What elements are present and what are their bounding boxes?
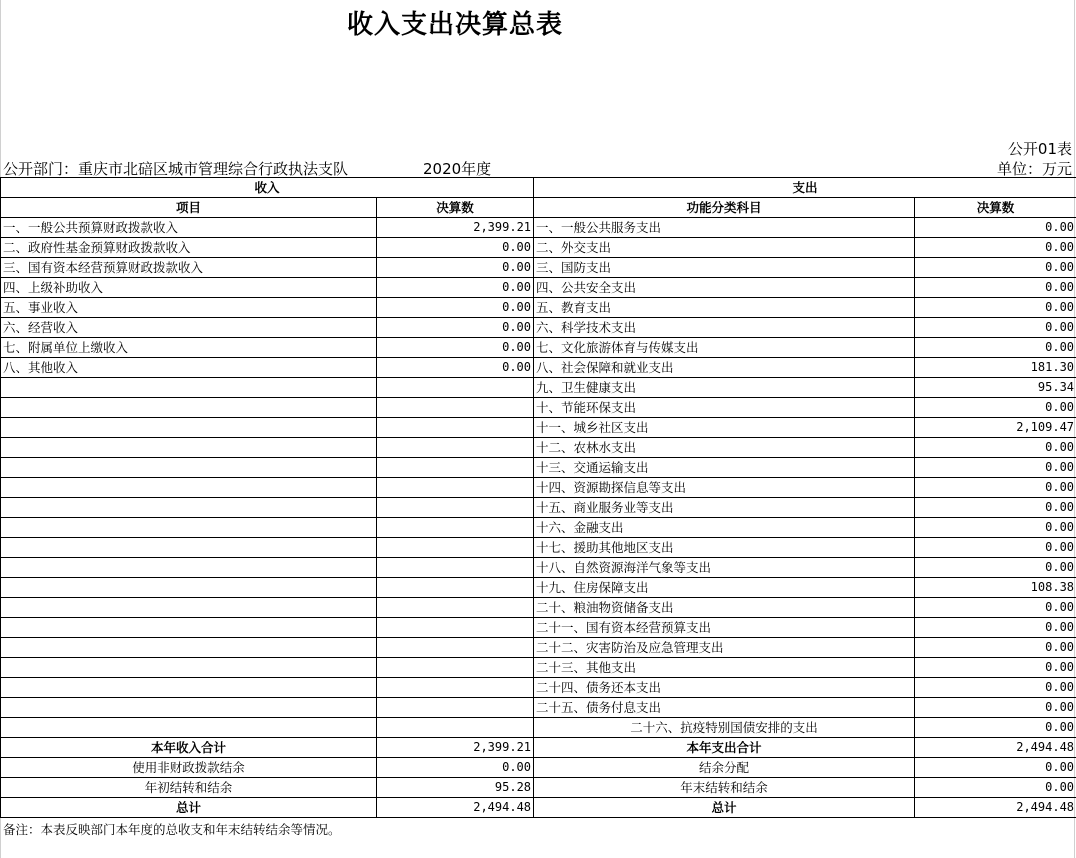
income-item-value: 0.00 xyxy=(377,258,534,278)
income-item-label xyxy=(1,538,377,558)
income-item-value: 0.00 xyxy=(377,338,534,358)
table-row xyxy=(1,598,1076,618)
grand-income-label: 总计 xyxy=(1,798,377,818)
expense-section-header: 支出 xyxy=(534,178,1076,198)
expense-item-label: 十七、援助其他地区支出 xyxy=(534,538,915,558)
table-row xyxy=(1,378,1076,398)
expense-item-value: 0.00 xyxy=(915,398,1076,418)
expense-item-label: 二十、粮油物资储备支出 xyxy=(534,598,915,618)
table-row xyxy=(1,418,1076,438)
income-item-label xyxy=(1,578,377,598)
income-item-label xyxy=(1,598,377,618)
grand-expense-value: 2,494.48 xyxy=(915,798,1076,818)
income-item-value xyxy=(377,478,534,498)
expense-item-value: 95.34 xyxy=(915,378,1076,398)
expense-item-label: 二、外交支出 xyxy=(534,238,915,258)
column-header-row xyxy=(1,198,1076,218)
expense-item-value: 0.00 xyxy=(915,478,1076,498)
income-item-value xyxy=(377,518,534,538)
nonfiscal-value: 0.00 xyxy=(377,758,534,778)
table-row xyxy=(1,578,1076,598)
expense-item-value: 181.30 xyxy=(915,358,1076,378)
income-item-value xyxy=(377,558,534,578)
end-balance-label: 年末结转和结余 xyxy=(534,778,915,798)
expense-item-label: 十三、交通运输支出 xyxy=(534,458,915,478)
table-row xyxy=(1,318,1076,338)
income-item-label: 二、政府性基金预算财政拨款收入 xyxy=(1,238,377,258)
expense-item-value: 0.00 xyxy=(915,618,1076,638)
expense-item-header: 功能分类科目 xyxy=(534,198,915,218)
form-code: 公开01表 xyxy=(1007,140,1072,158)
table-row xyxy=(1,538,1076,558)
expense-item-value: 108.38 xyxy=(915,578,1076,598)
expense-item-label: 二十一、国有资本经营预算支出 xyxy=(534,618,915,638)
table-row xyxy=(1,278,1076,298)
income-item-label: 七、附属单位上缴收入 xyxy=(1,338,377,358)
income-item-label xyxy=(1,438,377,458)
expense-item-value: 0.00 xyxy=(915,458,1076,478)
income-item-value xyxy=(377,458,534,478)
income-item-label xyxy=(1,678,377,698)
department-label: 公开部门：重庆市北碚区城市管理综合行政执法支队 xyxy=(3,160,349,178)
expense-item-label: 十一、城乡社区支出 xyxy=(534,418,915,438)
income-item-label xyxy=(1,398,377,418)
income-item-label xyxy=(1,478,377,498)
table-row xyxy=(1,238,1076,258)
expense-item-value: 0.00 xyxy=(915,338,1076,358)
expense-item-label: 五、教育支出 xyxy=(534,298,915,318)
expense-item-value: 0.00 xyxy=(915,498,1076,518)
expense-item-value: 0.00 xyxy=(915,298,1076,318)
income-item-value xyxy=(377,678,534,698)
table-row xyxy=(1,658,1076,678)
table-row xyxy=(1,478,1076,498)
summary-body xyxy=(1,738,1076,818)
expense-item-value: 0.00 xyxy=(915,678,1076,698)
table-row xyxy=(1,498,1076,518)
income-item-label: 八、其他收入 xyxy=(1,358,377,378)
table-row xyxy=(1,398,1076,418)
income-item-value: 2,399.21 xyxy=(377,218,534,238)
expense-item-value: 0.00 xyxy=(915,598,1076,618)
expense-item-label: 九、卫生健康支出 xyxy=(534,378,915,398)
income-item-label xyxy=(1,718,377,738)
income-item-value xyxy=(377,378,534,398)
expense-item-value: 0.00 xyxy=(915,538,1076,558)
budget-table-body xyxy=(1,178,1076,738)
income-item-value xyxy=(377,418,534,438)
income-item-value xyxy=(377,398,534,418)
income-item-label xyxy=(1,498,377,518)
table-row xyxy=(1,258,1076,278)
income-item-value xyxy=(377,438,534,458)
income-item-value xyxy=(377,618,534,638)
income-item-label: 三、国有资本经营预算财政拨款收入 xyxy=(1,258,377,278)
income-item-label xyxy=(1,638,377,658)
table-row xyxy=(1,438,1076,458)
expense-item-label: 二十六、抗疫特别国债安排的支出 xyxy=(534,718,915,738)
unit-label: 单位：万元 xyxy=(996,160,1072,178)
expense-item-value: 0.00 xyxy=(915,638,1076,658)
income-item-value xyxy=(377,658,534,678)
income-item-value xyxy=(377,538,534,558)
expense-item-label: 二十三、其他支出 xyxy=(534,658,915,678)
expense-item-value: 2,109.47 xyxy=(915,418,1076,438)
year-label: 2020年度 xyxy=(423,160,492,178)
expense-item-label: 四、公共安全支出 xyxy=(534,278,915,298)
grand-income-value: 2,494.48 xyxy=(377,798,534,818)
income-item-value xyxy=(377,638,534,658)
income-item-value: 0.00 xyxy=(377,278,534,298)
income-item-value: 0.00 xyxy=(377,318,534,338)
expense-item-value: 0.00 xyxy=(915,258,1076,278)
expense-item-label: 六、科学技术支出 xyxy=(534,318,915,338)
page-title: 收入支出决算总表 xyxy=(346,10,563,40)
grand-total-row xyxy=(1,798,1076,818)
income-item-value xyxy=(377,598,534,618)
expense-item-label: 十、节能环保支出 xyxy=(534,398,915,418)
expense-item-value: 0.00 xyxy=(915,238,1076,258)
income-item-label: 一、一般公共预算财政拨款收入 xyxy=(1,218,377,238)
expense-item-value: 0.00 xyxy=(915,658,1076,678)
table-row xyxy=(1,218,1076,238)
expense-item-value: 0.00 xyxy=(915,718,1076,738)
budget-table xyxy=(0,177,1076,818)
expense-item-value: 0.00 xyxy=(915,438,1076,458)
carryover-row xyxy=(1,778,1076,798)
income-item-label: 五、事业收入 xyxy=(1,298,377,318)
expense-item-label: 十五、商业服务业等支出 xyxy=(534,498,915,518)
income-item-value: 0.00 xyxy=(377,298,534,318)
income-item-value xyxy=(377,718,534,738)
expense-item-value: 0.00 xyxy=(915,218,1076,238)
begin-balance-label: 年初结转和结余 xyxy=(1,778,377,798)
income-item-value xyxy=(377,698,534,718)
expense-item-label: 二十五、债务付息支出 xyxy=(534,698,915,718)
table-row xyxy=(1,338,1076,358)
income-item-label xyxy=(1,418,377,438)
distribution-label: 结余分配 xyxy=(534,758,915,778)
income-item-value: 0.00 xyxy=(377,238,534,258)
income-amount-header: 决算数 xyxy=(377,198,534,218)
expense-item-label: 八、社会保障和就业支出 xyxy=(534,358,915,378)
expense-item-value: 0.00 xyxy=(915,278,1076,298)
expense-item-label: 一、一般公共服务支出 xyxy=(534,218,915,238)
expense-item-label: 十六、金融支出 xyxy=(534,518,915,538)
income-total-label: 本年收入合计 xyxy=(1,738,377,758)
income-section-header: 收入 xyxy=(1,178,534,198)
expense-item-label: 二十四、债务还本支出 xyxy=(534,678,915,698)
end-balance-value: 0.00 xyxy=(915,778,1076,798)
income-item-label xyxy=(1,658,377,678)
expense-item-label: 十九、住房保障支出 xyxy=(534,578,915,598)
income-item-label: 四、上级补助收入 xyxy=(1,278,377,298)
table-row xyxy=(1,358,1076,378)
income-item-label xyxy=(1,698,377,718)
expense-item-label: 三、国防支出 xyxy=(534,258,915,278)
expense-item-value: 0.00 xyxy=(915,698,1076,718)
income-item-label xyxy=(1,378,377,398)
expense-item-value: 0.00 xyxy=(915,558,1076,578)
table-row xyxy=(1,618,1076,638)
expense-item-label: 十四、资源勘探信息等支出 xyxy=(534,478,915,498)
expense-item-label: 七、文化旅游体育与传媒支出 xyxy=(534,338,915,358)
table-row xyxy=(1,518,1076,538)
table-row xyxy=(1,458,1076,478)
table-row xyxy=(1,638,1076,658)
income-item-label: 六、经营收入 xyxy=(1,318,377,338)
expense-item-label: 十二、农林水支出 xyxy=(534,438,915,458)
nonfiscal-row xyxy=(1,758,1076,778)
grand-expense-label: 总计 xyxy=(534,798,915,818)
table-row xyxy=(1,698,1076,718)
expense-total-value: 2,494.48 xyxy=(915,738,1076,758)
begin-balance-value: 95.28 xyxy=(377,778,534,798)
table-row xyxy=(1,678,1076,698)
income-item-value: 0.00 xyxy=(377,358,534,378)
expense-amount-header: 决算数 xyxy=(915,198,1076,218)
nonfiscal-label: 使用非财政拨款结余 xyxy=(1,758,377,778)
distribution-value: 0.00 xyxy=(915,758,1076,778)
income-item-value xyxy=(377,578,534,598)
expense-item-label: 二十二、灾害防治及应急管理支出 xyxy=(534,638,915,658)
table-row xyxy=(1,298,1076,318)
income-item-header: 项目 xyxy=(1,198,377,218)
expense-item-label: 十八、自然资源海洋气象等支出 xyxy=(534,558,915,578)
expense-item-value: 0.00 xyxy=(915,318,1076,338)
year-total-row xyxy=(1,738,1076,758)
income-item-label xyxy=(1,618,377,638)
expense-item-value: 0.00 xyxy=(915,518,1076,538)
section-header-row xyxy=(1,178,1076,198)
income-item-value xyxy=(377,498,534,518)
income-total-value: 2,399.21 xyxy=(377,738,534,758)
table-row xyxy=(1,558,1076,578)
income-item-label xyxy=(1,558,377,578)
footnote: 备注：本表反映部门本年度的总收支和年末结转结余等情况。 xyxy=(3,822,341,837)
income-item-label xyxy=(1,458,377,478)
table-row xyxy=(1,718,1076,738)
expense-total-label: 本年支出合计 xyxy=(534,738,915,758)
income-item-label xyxy=(1,518,377,538)
